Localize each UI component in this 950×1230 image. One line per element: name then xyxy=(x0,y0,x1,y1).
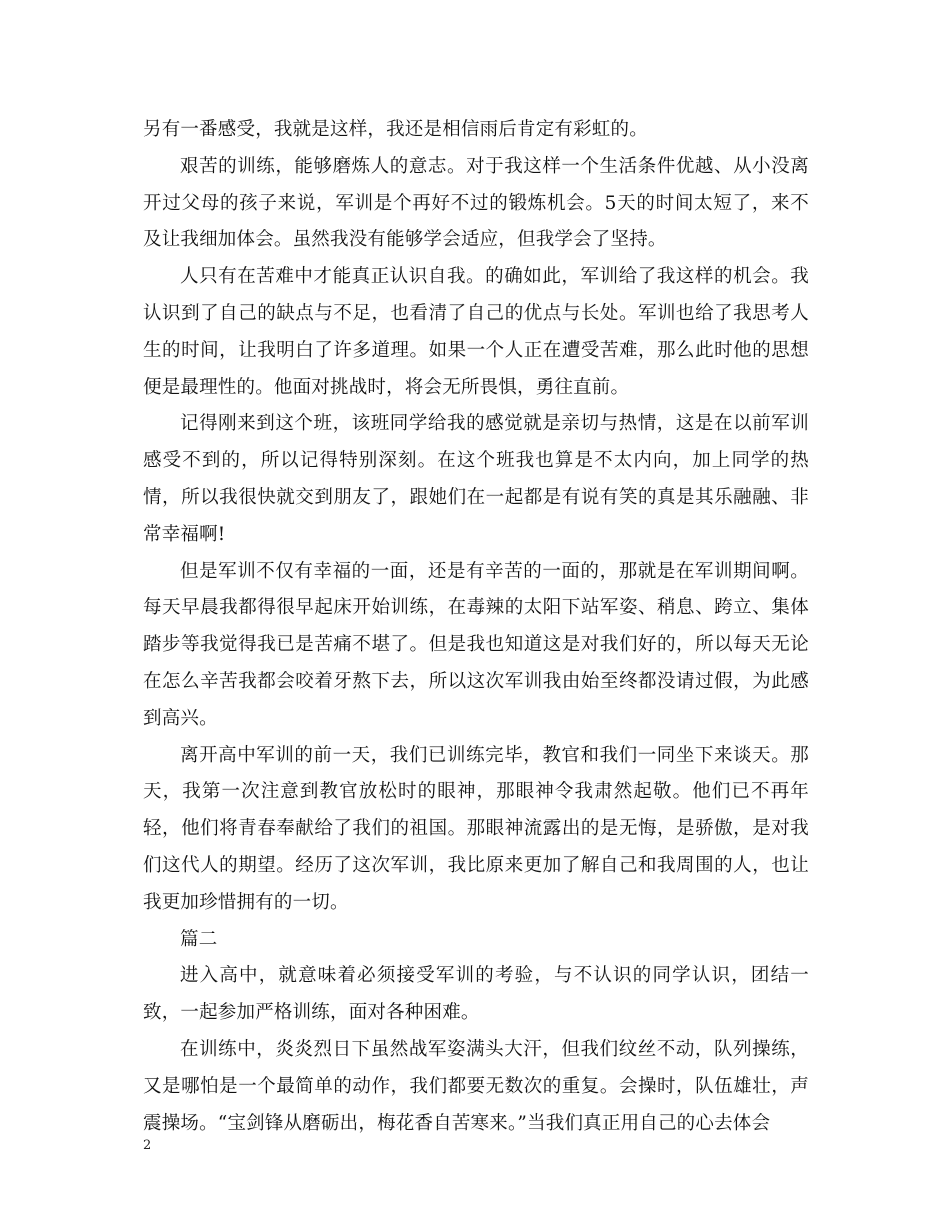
page-number: 2 xyxy=(143,1138,152,1153)
section-heading: 篇二 xyxy=(180,928,218,950)
paragraph-7: 进入高中，就意味着必须接受军训的考验，与不认识的同学认识，团结一致，一起参加严格训练，面对各种困难。 xyxy=(143,965,809,1024)
document-body xyxy=(143,112,809,1142)
paragraph-3: 人只有在苦难中才能真正认识自我。的确如此，军训给了我这样的机会。我认识到了自己的缺点与不足，也看清了自己的优点与长处。军训也给了我思考人生的时间，让我明白了许多道理。如果一个人正在遭受苦难，那么此时他的思想便是最理性的。他面对挑战时，将会无所畏惧，勇往直前。 xyxy=(143,266,809,398)
paragraph-8: 在训练中，炎炎烈日下虽然战军姿满头大汗，但我们纹丝不动，队列操练，又是哪怕是一个最简单的动作，我们都要无数次的重复。会操时，队伍雄壮，声震操场。“宝剑锋从磨砺出，梅花香自苦寒来。”当我们真正用自己的心去体会 xyxy=(143,1038,809,1134)
paragraph-4: 记得刚来到这个班，该班同学给我的感觉就是亲切与热情，这是在以前军训感受不到的，所以记得特别深刻。在这个班我也算是不太内向，加上同学的热情，所以我很快就交到朋友了，跟她们在一起都是有说有笑的真是其乐融融、非常幸福啊! xyxy=(143,413,809,545)
paragraph-2: 艰苦的训练，能够磨炼人的意志。对于我这样一个生活条件优越、从小没离开过父母的孩子来说，军训是个再好不过的锻炼机会。5天的时间太短了，来不及让我细加体会。虽然我没有能够学会适应，但我学会了坚持。 xyxy=(143,155,809,251)
paragraph-1: 另有一番感受，我就是这样，我还是相信雨后肯定有彩虹的。 xyxy=(143,119,648,140)
paragraph-5: 但是军训不仅有幸福的一面，还是有辛苦的一面的，那就是在军训期间啊。每天早晨我都得很早起床开始训练，在毒辣的太阳下站军姿、稍息、跨立、集体踏步等我觉得我已是苦痛不堪了。但是我也知道这是对我们好的，所以每天无论在怎么辛苦我都会咬着牙熬下去，所以这次军训我由始至终都没请过假，为此感到高兴。 xyxy=(143,560,809,729)
paragraph-6: 离开高中军训的前一天，我们已训练完毕，教官和我们一同坐下来谈天。那天，我第一次注意到教官放松时的眼神，那眼神令我肃然起敬。他们已不再年轻，他们将青春奉献给了我们的祖国。那眼神流露出的是无悔，是骄傲，是对我们这代人的期望。经历了这次军训，我比原来更加了解自己和我周围的人，也让我更加珍惜拥有的一切。 xyxy=(143,744,809,913)
